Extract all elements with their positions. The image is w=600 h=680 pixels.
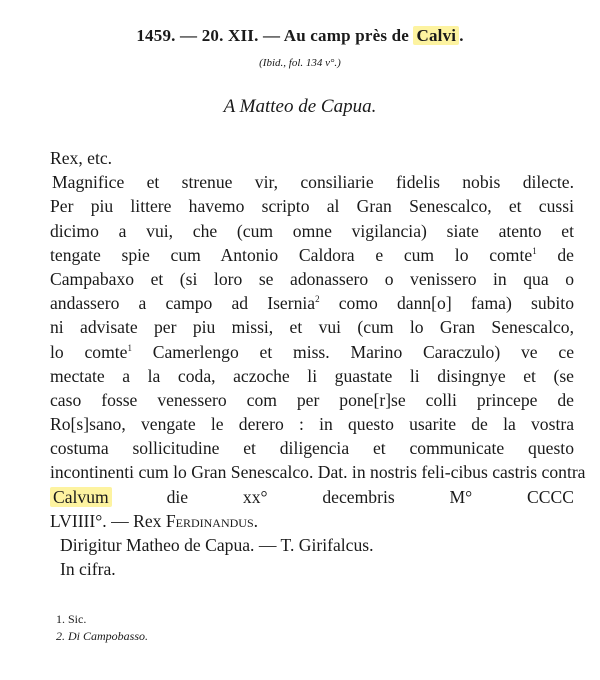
text-line: andassero a campo ad Isernia$^2$ como dann[o] fama) subito	[50, 293, 574, 314]
text-line: Ro[s]sano, vengate le derero : in questo usarite de la vostra	[50, 414, 574, 435]
source-reference: (Ibid., fol. 134 v°.)	[259, 57, 341, 69]
addressee-title: A Matteo de Capua.	[223, 96, 377, 117]
cipher-note: In cifra.	[60, 559, 116, 580]
text-line: costuma sollicitudine et diligencia et communicate questo	[50, 438, 574, 459]
text-line: Per piu littere havemo scripto al Gran Senescalco, et cussi	[50, 196, 574, 217]
footnotes	[56, 611, 556, 645]
heading-suffix: .	[459, 26, 464, 45]
calvum-highlight: Calvum	[50, 487, 112, 507]
text-line: tengate spie cum Antonio Caldora e cum lo comte$^1$ de	[50, 244, 574, 265]
footnote-ref-1b: 1	[127, 342, 132, 353]
footnote-1: 1. Sic.	[56, 612, 87, 626]
heading-prefix: 1459. — 20. XII. — Au camp près de	[136, 26, 414, 45]
heading-highlight: Calvi	[413, 26, 459, 45]
signature-line: LVIIII°. — Rex Ferdinandus.	[50, 510, 259, 531]
text-line: Calvum die xx° decembris M° CCCC	[50, 485, 574, 509]
footnote-2: 2. Di Campobasso.	[56, 629, 149, 643]
text-line: incontinenti cum lo Gran Senescalco. Dat. in nostris feli-cibus castris contra	[50, 462, 586, 483]
footnote-ref-1: 1	[532, 245, 537, 256]
text-line: mectate a la coda, aczoche li guastate li disingnye et (se	[50, 365, 574, 386]
footnote-ref-2: 2	[315, 294, 320, 305]
letter-body	[50, 146, 586, 581]
text-line: caso fosse venessero com per pone[r]se colli princepe de	[50, 389, 574, 410]
text-line: lo comte$^1$ Camerlengo et miss. Marino Caraczulo) ve ce	[50, 341, 574, 362]
text-line: dicimo a vui, che (cum omne vigilancia) siate atento et	[50, 220, 574, 241]
directive-line: Dirigitur Matheo de Capua. — T. Girifalcus.	[60, 535, 374, 555]
text-line: Campabaxo et (si loro se adonassero o venissero in qua o	[50, 268, 574, 289]
text-line: Magnifice et strenue vir, consiliarie fidelis nobis dilecte.	[52, 172, 574, 193]
salutation-line: Rex, etc.	[50, 148, 113, 168]
text-line: ni advisate per piu missi, et vui (cum lo Gran Senescalco,	[50, 317, 574, 338]
document-heading	[0, 26, 600, 46]
